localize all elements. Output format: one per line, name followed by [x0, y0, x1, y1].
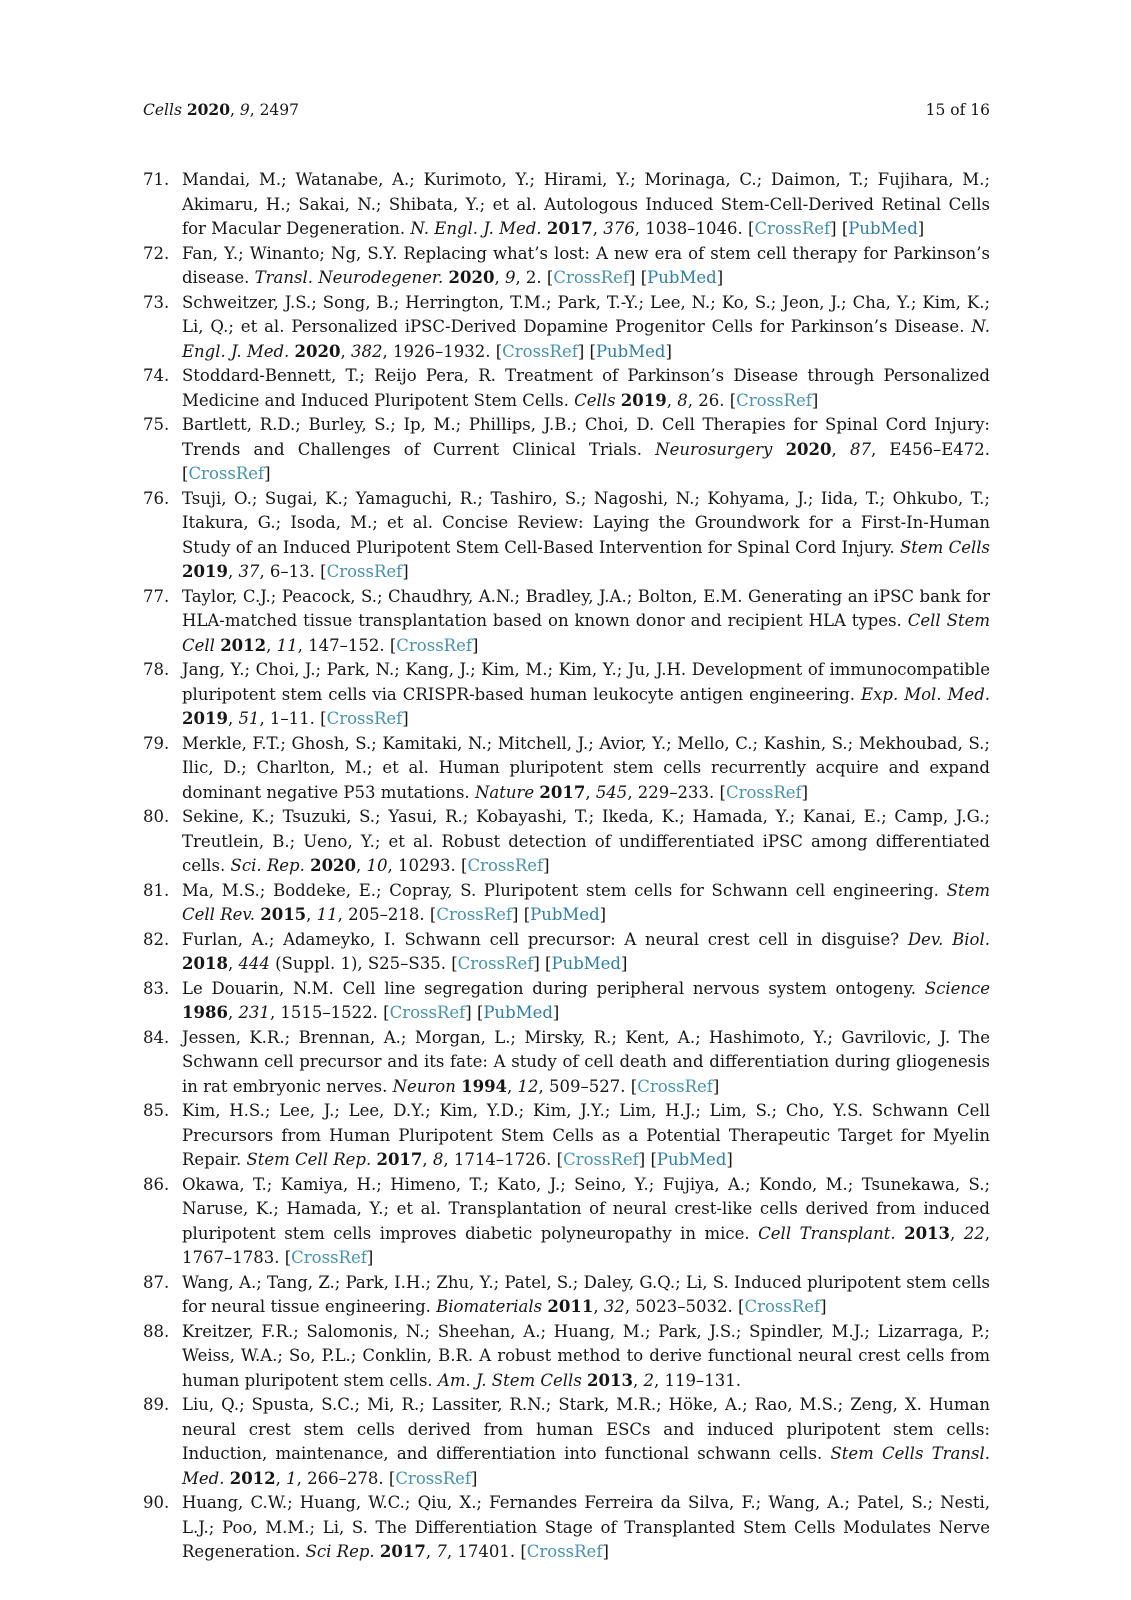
italic-text: Exp. Mol. Med.: [861, 684, 990, 704]
reference-item: [143, 1491, 990, 1565]
reference-text: Ma, M.S.; Boddeke, E.; Copray, S. Pluripotent stem cells for Schwann cell engineering. Stem Cell Rev. 2015, 11, 205–218. [CrossRef] [PubMed]: [182, 880, 990, 924]
italic-text: 32: [603, 1297, 625, 1316]
pubmed-link[interactable]: PubMed: [483, 1003, 553, 1022]
reference-item: [143, 928, 990, 977]
bold-text: 2020: [448, 268, 495, 287]
bold-text: 2020: [785, 439, 832, 459]
bold-text: 1986: [182, 1003, 228, 1022]
crossref-link[interactable]: CrossRef: [291, 1248, 367, 1267]
reference-item: [143, 364, 990, 413]
reference-number: 88.: [143, 1321, 170, 1341]
pubmed-link[interactable]: PubMed: [530, 905, 600, 924]
italic-text: 22: [963, 1223, 985, 1243]
reference-number: 79.: [143, 733, 170, 753]
reference-item: [143, 1320, 990, 1394]
bold-text: 2020: [294, 341, 341, 361]
reference-text: Jang, Y.; Choi, J.; Park, N.; Kang, J.; Kim, M.; Kim, Y.; Ju, J.H. Development of immunocompatible pluripotent stem cells via CRISPR-based human leukocyte antigen engineering. Exp. Mol. Med. 2019, 51, 1–11. [CrossRef]: [182, 660, 990, 728]
reference-item: [143, 658, 990, 732]
reference-item: [143, 732, 990, 806]
reference-text: Huang, C.W.; Huang, W.C.; Qiu, X.; Fernandes Ferreira da Silva, F.; Wang, A.; Patel, S.; Nesti, L.J.; Poo, M.M.; Li, S. The Differentiation Stage of Transplanted Stem Cells Modulates Nerve Regeneration. Sci Rep. 2017, 7, 17401. [CrossRef]: [182, 1493, 990, 1561]
italic-text: 51: [238, 709, 260, 728]
reference-text: Furlan, A.; Adameyko, I. Schwann cell precursor: A neural crest cell in disguise? Dev. Biol. 2018, 444 (Suppl. 1), S25–S35. [CrossRef] [PubMed]: [182, 929, 990, 973]
crossref-link[interactable]: CrossRef: [553, 268, 630, 287]
reference-item: [143, 805, 990, 879]
bold-text: 2017: [379, 1542, 426, 1561]
reference-number: 85.: [143, 1101, 170, 1120]
reference-number: 75.: [143, 415, 170, 434]
crossref-link[interactable]: CrossRef: [736, 390, 812, 410]
reference-text: Kim, H.S.; Lee, J.; Lee, D.Y.; Kim, Y.D.; Kim, J.Y.; Lim, H.J.; Lim, S.; Cho, Y.S. Schwann Cell Precursors from Human Pluripotent Stem Cells as a Potential Therapeutic Target for Myelin Repair. Stem Cell Rep. 2017, 8, 1714–1726. [CrossRef] [PubMed]: [182, 1101, 990, 1169]
italic-text: 87: [849, 439, 871, 459]
italic-text: N. Engl. J. Med.: [410, 219, 547, 238]
crossref-link[interactable]: CrossRef: [396, 635, 472, 655]
bold-text: 2019: [182, 562, 228, 581]
crossref-link[interactable]: CrossRef: [389, 1003, 466, 1022]
crossref-link[interactable]: CrossRef: [637, 1076, 713, 1096]
italic-text: 231: [238, 1003, 270, 1022]
italic-text: Dev. Biol.: [907, 929, 990, 949]
reference-text: Liu, Q.; Spusta, S.C.; Mi, R.; Lassiter, R.N.; Stark, M.R.; Höke, A.; Rao, M.S.; Zeng, X. Human neural crest stem cells derived from human ESCs and induced pluripotent stem cells: Induction, maintenance, and differentiation into functional schwann cells. Stem Cells Transl. Med. 2012, 1, 266–278. [CrossRef]: [182, 1395, 990, 1488]
bold-text: 2011: [547, 1297, 594, 1316]
italic-text: 376: [603, 219, 635, 238]
journal-citation: Cells 2020, 9, 2497: [143, 100, 300, 119]
reference-text: Wang, A.; Tang, Z.; Park, I.H.; Zhu, Y.; Patel, S.; Daley, G.Q.; Li, S. Induced pluripotent stem cells for neural tissue engineering. Biomaterials 2011, 32, 5023–5032. [CrossRef]: [182, 1272, 990, 1316]
crossref-link[interactable]: CrossRef: [188, 464, 265, 483]
reference-text: Okawa, T.; Kamiya, H.; Himeno, T.; Kato, J.; Seino, Y.; Fujiya, A.; Kondo, M.; Tsunekawa, S.; Naruse, K.; Hamada, Y.; et al. Transplantation of neural crest-like cells derived from induced pluripotent stem cells improves diabetic polyneuropathy in mice. Cell Transplant. 2013, 22, 1767–1783. [CrossRef]: [182, 1174, 991, 1267]
italic-text: Stem Cells: [899, 537, 990, 557]
italic-text: Transl. Neurodegener.: [254, 268, 449, 287]
bold-text: 2013: [904, 1223, 951, 1243]
italic-text: 8: [677, 390, 688, 410]
reference-number: 73.: [143, 292, 170, 312]
italic-text: Stem Cell Rep.: [246, 1150, 377, 1169]
crossref-link[interactable]: CrossRef: [467, 856, 544, 875]
reference-item: [143, 1173, 990, 1271]
italic-text: 11: [316, 905, 338, 924]
reference-number: 74.: [143, 366, 170, 385]
italic-text: Sci Rep.: [305, 1542, 380, 1561]
italic-text: Cells: [574, 390, 621, 410]
crossref-link[interactable]: CrossRef: [395, 1468, 471, 1488]
italic-text: Neuron: [392, 1076, 462, 1096]
reference-number: 87.: [143, 1272, 170, 1292]
italic-text: 545: [595, 782, 628, 802]
reference-item: [143, 585, 990, 659]
bold-text: 2019: [182, 709, 228, 728]
reference-item: [143, 168, 990, 242]
reference-item: [143, 879, 990, 928]
italic-text: 1: [286, 1468, 297, 1488]
reference-item: [143, 1099, 990, 1173]
bold-text: 2013: [587, 1370, 633, 1390]
reference-text: Stoddard-Bennett, T.; Reijo Pera, R. Treatment of Parkinson’s Disease through Personalized Medicine and Induced Pluripotent Stem Cells. Cells 2019, 8, 26. [CrossRef]: [182, 366, 990, 410]
italic-text: Am. J. Stem Cells: [437, 1370, 588, 1390]
crossref-link[interactable]: CrossRef: [326, 709, 403, 728]
reference-number: 76.: [143, 488, 170, 508]
italic-text: 7: [436, 1542, 447, 1561]
page-header: [143, 100, 990, 120]
bold-text: 2017: [376, 1150, 423, 1169]
italic-text: Cell Transplant.: [758, 1223, 905, 1243]
reference-item: [143, 977, 990, 1026]
reference-number: 83.: [143, 978, 170, 998]
italic-text: 2: [643, 1370, 654, 1390]
bold-text: 2018: [182, 954, 228, 973]
italic-text: 11: [276, 635, 298, 655]
italic-text: Science: [924, 978, 990, 998]
page-number: 15 of 16: [925, 101, 990, 119]
bold-text: 2017: [539, 782, 586, 802]
crossref-link[interactable]: CrossRef: [744, 1297, 821, 1316]
pubmed-link[interactable]: PubMed: [656, 1150, 727, 1169]
bold-text: 2020: [186, 100, 230, 119]
italic-text: 9: [504, 268, 516, 287]
italic-text: Cells: [143, 101, 182, 119]
crossref-link[interactable]: CrossRef: [457, 954, 534, 973]
bold-text: 1994: [461, 1076, 508, 1096]
reference-number: 82.: [143, 929, 170, 949]
pubmed-link[interactable]: PubMed: [848, 219, 918, 238]
italic-text: 444: [238, 954, 270, 973]
crossref-link[interactable]: CrossRef: [725, 782, 802, 802]
reference-number: 72.: [143, 243, 170, 263]
reference-text: Mandai, M.; Watanabe, A.; Kurimoto, Y.; Hirami, Y.; Morinaga, C.; Daimon, T.; Fujihara, M.; Akimaru, H.; Sakai, N.; Shibata, Y.; et al. Autologous Induced Stem-Cell-Derived Retinal Cells for Macular Degeneration. N. Engl. J. Med. 2017, 376, 1038–1046. [CrossRef] [PubMed]: [182, 170, 990, 238]
italic-text: N. Engl. J. Med.: [182, 317, 990, 361]
reference-number: 90.: [143, 1493, 170, 1512]
reference-item: [143, 291, 990, 365]
bold-text: 2017: [546, 219, 593, 238]
reference-number: 84.: [143, 1027, 170, 1047]
italic-text: 382: [350, 341, 383, 361]
reference-number: 80.: [143, 807, 170, 826]
italic-text: Neurosurgery: [655, 439, 786, 459]
italic-text: Sci. Rep.: [230, 856, 311, 875]
reference-text: Le Douarin, N.M. Cell line segregation during peripheral nervous system ontogeny. Science 1986, 231, 1515–1522. [CrossRef] [PubMed]: [182, 978, 990, 1022]
bold-text: 2012: [229, 1468, 276, 1488]
italic-text: Nature: [474, 782, 540, 802]
pubmed-link[interactable]: PubMed: [551, 954, 621, 973]
italic-text: Stem Cell Rev.: [182, 880, 990, 924]
reference-text: Schweitzer, J.S.; Song, B.; Herrington, T.M.; Park, T.-Y.; Lee, N.; Ko, S.; Jeon, J.; Cha, Y.; Kim, K.; Li, Q.; et al. Personalized iPSC-Derived Dopamine Progenitor Cells for Parkinson’s Disease. N. Engl. J. Med. 2020, 382, 1926–1932. [CrossRef] [PubMed]: [182, 292, 990, 361]
reference-item: [143, 487, 990, 585]
pubmed-link[interactable]: PubMed: [595, 341, 666, 361]
italic-text: Biomaterials: [436, 1297, 548, 1316]
reference-text: Fan, Y.; Winanto; Ng, S.Y. Replacing what’s lost: A new era of stem cell therapy for Parkinson’s disease. Transl. Neurodegener. 2020, 9, 2. [CrossRef] [PubMed]: [182, 243, 990, 287]
reference-text: Jessen, K.R.; Brennan, A.; Morgan, L.; Mirsky, R.; Kent, A.; Hashimoto, Y.; Gavrilovic, J. The Schwann cell precursor and its fate: A study of cell death and differentiation during gliogenesis in rat embryonic nerves. Neuron 1994, 12, 509–527. [CrossRef]: [182, 1027, 990, 1096]
crossref-link[interactable]: CrossRef: [563, 1150, 639, 1169]
reference-text: Merkle, F.T.; Ghosh, S.; Kamitaki, N.; Mitchell, J.; Avior, Y.; Mello, C.; Kashin, S.; Mekhoubad, S.; Ilic, D.; Charlton, M.; et al. Human pluripotent stem cells recurrently acquire and expand dominant negative P53 mutations. Nature 2017, 545, 229–233. [CrossRef]: [182, 733, 990, 802]
pubmed-link[interactable]: PubMed: [647, 268, 717, 287]
reference-item: [143, 1271, 990, 1320]
bold-text: 2019: [620, 390, 667, 410]
italic-text: 37: [238, 562, 260, 581]
crossref-link[interactable]: CrossRef: [526, 1542, 603, 1561]
italic-text: 8: [432, 1150, 444, 1169]
bold-text: 2020: [310, 856, 357, 875]
crossref-link[interactable]: CrossRef: [326, 562, 403, 581]
bold-text: 2015: [260, 905, 307, 924]
reference-item: [143, 242, 990, 291]
reference-text: Kreitzer, F.R.; Salomonis, N.; Sheehan, A.; Huang, M.; Park, J.S.; Spindler, M.J.; Lizarraga, P.; Weiss, W.A.; So, P.L.; Conklin, B.R. A robust method to derive functional neural crest cells from human pluripotent stem cells. Am. J. Stem Cells 2013, 2, 119–131.: [182, 1321, 990, 1390]
references-list: [143, 168, 990, 1565]
italic-text: 9: [239, 101, 250, 119]
reference-number: 89.: [143, 1395, 170, 1414]
reference-item: [143, 1393, 990, 1491]
reference-text: Taylor, C.J.; Peacock, S.; Chaudhry, A.N.; Bradley, J.A.; Bolton, E.M. Generating an iPSC bank for HLA-matched tissue transplantation based on known donor and recipient HLA types. Cell Stem Cell 2012, 11, 147–152. [CrossRef]: [182, 586, 990, 655]
reference-number: 77.: [143, 586, 170, 606]
reference-number: 81.: [143, 880, 170, 900]
reference-text: Sekine, K.; Tsuzuki, S.; Yasui, R.; Kobayashi, T.; Ikeda, K.; Hamada, Y.; Kanai, E.; Camp, J.G.; Treutlein, B.; Ueno, Y.; et al. Robust detection of undifferentiated iPSC among differentiated cells. Sci. Rep. 2020, 10, 10293. [CrossRef]: [182, 807, 990, 875]
italic-text: 10: [366, 856, 388, 875]
italic-text: Cell Stem Cell: [182, 611, 990, 655]
bold-text: 2012: [220, 635, 267, 655]
italic-text: 12: [517, 1076, 539, 1096]
reference-number: 78.: [143, 660, 170, 679]
crossref-link[interactable]: CrossRef: [754, 219, 831, 238]
reference-item: [143, 1026, 990, 1100]
reference-number: 86.: [143, 1174, 170, 1194]
crossref-link[interactable]: CrossRef: [502, 341, 578, 361]
italic-text: Stem Cells Transl. Med.: [182, 1444, 990, 1488]
reference-text: Bartlett, R.D.; Burley, S.; Ip, M.; Phillips, J.B.; Choi, D. Cell Therapies for Spinal Cord Injury: Trends and Challenges of Current Clinical Trials. Neurosurgery 2020, 87, E456–E472. [CrossRef]: [182, 415, 990, 483]
crossref-link[interactable]: CrossRef: [436, 905, 513, 924]
reference-text: Tsuji, O.; Sugai, K.; Yamaguchi, R.; Tashiro, S.; Nagoshi, N.; Kohyama, J.; Iida, T.; Ohkubo, T.; Itakura, G.; Isoda, M.; et al. Concise Review: Laying the Groundwork for a First-In-Human Study of an Induced Pluripotent Stem Cell-Based Intervention for Spinal Cord Injury. Stem Cells 2019, 37, 6–13. [CrossRef]: [182, 488, 990, 581]
reference-item: [143, 413, 990, 487]
reference-number: 71.: [143, 170, 170, 189]
